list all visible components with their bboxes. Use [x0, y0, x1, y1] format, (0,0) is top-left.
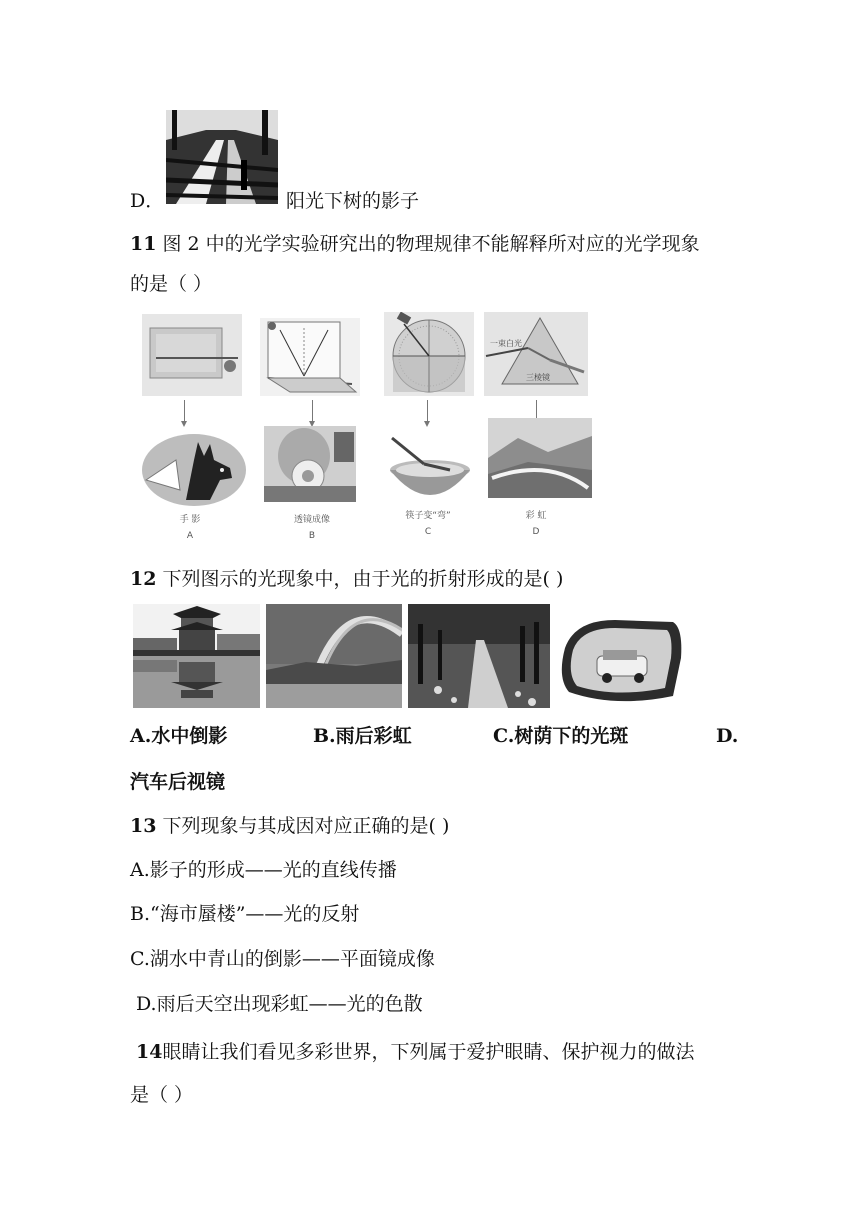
experiment-light-box: [142, 314, 242, 396]
caption-d: [496, 508, 576, 537]
phenomenon-bent-chopstick: [384, 430, 476, 504]
photo-water-reflection: [133, 604, 260, 708]
caption-b: [272, 512, 352, 541]
q12-text: 下列图示的光现象中，由于光的折射形成的是( ): [156, 568, 564, 590]
caption-c-name: 筷子变“弯”: [405, 511, 451, 521]
caption-d-letter: D: [532, 527, 540, 537]
caption-a: [150, 512, 230, 541]
q13-option-a: A.影子的形成——光的直线传播: [130, 859, 397, 881]
q14-text-line2: 是（ ）: [130, 1084, 194, 1106]
q13-question: [130, 814, 449, 838]
q12-option-d: D.: [716, 725, 739, 747]
q12-option-c: C.树荫下的光斑: [493, 725, 629, 747]
q11-number: 11: [130, 233, 157, 255]
q13-text: 下列现象与其成因对应正确的是( ): [156, 815, 450, 837]
q10-option-d-text: 阳光下树的影子: [286, 190, 420, 212]
photo-rearview-mirror: [555, 618, 685, 710]
q11-text-line2: 的是（ ）: [130, 273, 213, 295]
caption-c-letter: C: [424, 527, 432, 537]
q11-figure: [132, 308, 592, 552]
prism-label: 三棱镜: [526, 373, 550, 382]
q13-number: 13: [130, 815, 157, 837]
arrow-c: [427, 400, 428, 422]
phenomenon-lens-image: [264, 426, 356, 502]
caption-a-letter: A: [186, 531, 194, 541]
arrow-a: [184, 400, 185, 422]
q12-number: 12: [130, 568, 157, 590]
q13-option-b: B.“海市蜃楼”——光的反射: [130, 903, 360, 925]
caption-c: [388, 508, 468, 537]
caption-b-name: 透镜成像: [293, 515, 330, 525]
q12-option-b: B.雨后彩虹: [313, 725, 412, 747]
q12-question: [130, 567, 563, 591]
phenomenon-rainbow: [488, 418, 592, 498]
q13-option-d: D.雨后天空出现彩虹——光的色散: [136, 993, 423, 1015]
experiment-mirror: [260, 318, 360, 396]
caption-a-name: 手 影: [179, 515, 201, 525]
caption-d-name: 彩 虹: [525, 511, 547, 521]
phenomenon-hand-shadow: [136, 430, 246, 510]
q14-line1: [136, 1040, 694, 1064]
q13-option-c: C.湖水中青山的倒影——平面镜成像: [130, 948, 435, 970]
caption-b-letter: B: [308, 531, 316, 541]
q12-option-a: A.水中倒影: [130, 725, 228, 747]
q11-text-line1: 图 2 中的光学实验研究出的物理规律不能解释所对应的光学现象: [156, 233, 700, 255]
q14-text-line1: 眼睛让我们看见多彩世界，下列属于爱护眼睛、保护视力的做法: [162, 1041, 695, 1063]
q10-option-d-label: D．: [130, 190, 165, 212]
photo-rainbow: [266, 604, 402, 708]
q14-number: 14: [136, 1041, 163, 1063]
q12-option-d-continued: 汽车后视镜: [130, 771, 226, 793]
experiment-prism: [484, 312, 588, 396]
arrow-b: [312, 400, 313, 422]
experiment-protractor: [384, 312, 474, 396]
tree-shadow-photo: [166, 110, 278, 204]
photo-tree-shade: [408, 604, 550, 708]
white-light-label: 一束白光: [490, 339, 522, 348]
q11-line1: [130, 232, 700, 256]
